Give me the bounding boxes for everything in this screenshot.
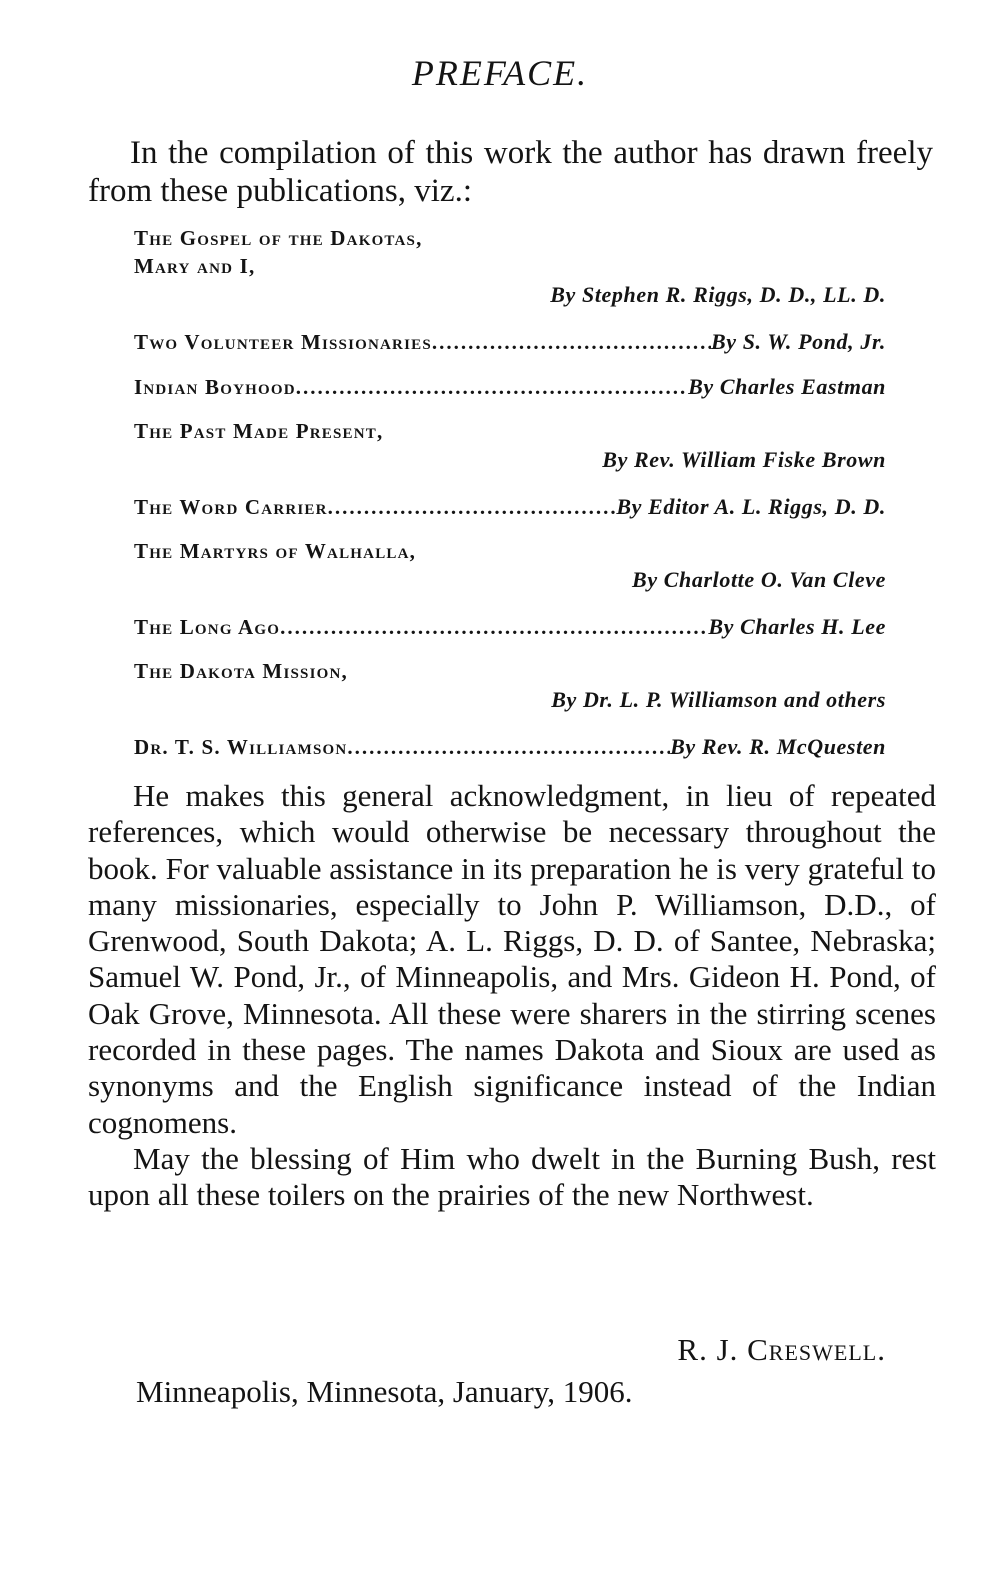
- dateline: Minneapolis, Minnesota, January, 1906.: [136, 1374, 633, 1409]
- publication-title: The Past Made Present,: [134, 419, 384, 443]
- publication-author: By Dr. L. P. Williamson and others: [551, 687, 886, 712]
- publication-title: Indian Boyhood: [134, 375, 296, 399]
- publication-entry: [134, 734, 886, 762]
- publication-entry: [134, 659, 886, 717]
- leader-dots: [296, 375, 688, 400]
- publication-entry: [134, 254, 886, 312]
- intro-text: In the compilation of this work the author has drawn freely from these publications, viz.:: [88, 135, 933, 209]
- publication-entry: [134, 374, 886, 402]
- publication-entry: [134, 419, 886, 477]
- publication-title: Two Volunteer Missionaries: [134, 330, 432, 354]
- acknowledgment-paragraph: He makes this general acknowledgment, in lieu of repeated references, which would otherwise be necessary throughout the book. For valuable assistance in its preparation he is very grateful to many missionaries, especially to John P. Williamson, D.D., of Grenwood, South Dakota; A. L. Riggs, D. D. of Santee, Nebraska; Samuel W. Pond, Jr., of Minneapolis, and Mrs. Gideon H. Pond, of Oak Grove, Minnesota. All these were sharers in the stirring scenes recorded in these pages. The names Dakota and Sioux are used as synonyms and the English significance instead of the Indian cognomens.: [88, 778, 936, 1140]
- publication-entry: [134, 539, 886, 597]
- publication-entry: [134, 614, 886, 642]
- publication-title: Dr. T. S. Williamson: [134, 735, 348, 759]
- author-signature: R. J. Creswell.: [677, 1332, 886, 1367]
- publication-author: By Stephen R. Riggs, D. D., LL. D.: [550, 282, 886, 307]
- publication-author: By S. W. Pond, Jr.: [710, 329, 886, 354]
- publication-author: By Charlotte O. Van Cleve: [632, 567, 886, 592]
- leader-dots: [347, 735, 670, 760]
- leader-dots: [432, 330, 711, 355]
- publication-title: The Gospel of the Dakotas,: [134, 226, 423, 250]
- publication-author: By Charles Eastman: [688, 374, 886, 399]
- intro-paragraph: [88, 134, 933, 210]
- publication-author: By Editor A. L. Riggs, D. D.: [616, 494, 886, 519]
- publication-title: The Martyrs of Walhalla,: [134, 539, 417, 563]
- publication-entry: [134, 226, 886, 254]
- publication-title: Mary and I,: [134, 254, 256, 278]
- publication-title: The Dakota Mission,: [134, 659, 348, 683]
- blessing-paragraph: May the blessing of Him who dwelt in the Burning Bush, rest upon all these toilers on the prairies of the new Northwest.: [88, 1140, 936, 1213]
- page-title: PREFACE.: [411, 53, 589, 93]
- publication-list: [134, 226, 886, 762]
- publication-title: The Word Carrier: [134, 495, 328, 519]
- publication-author: By Rev. R. McQuesten: [670, 734, 886, 759]
- leader-dots: [280, 615, 708, 640]
- publication-entry: [134, 329, 886, 357]
- publication-author: By Rev. William Fiske Brown: [602, 447, 886, 472]
- leader-dots: [328, 495, 617, 520]
- publication-author: By Charles H. Lee: [708, 614, 886, 639]
- publication-title: The Long Ago: [134, 615, 281, 639]
- body-text: [88, 778, 936, 1214]
- publication-entry: [134, 494, 886, 522]
